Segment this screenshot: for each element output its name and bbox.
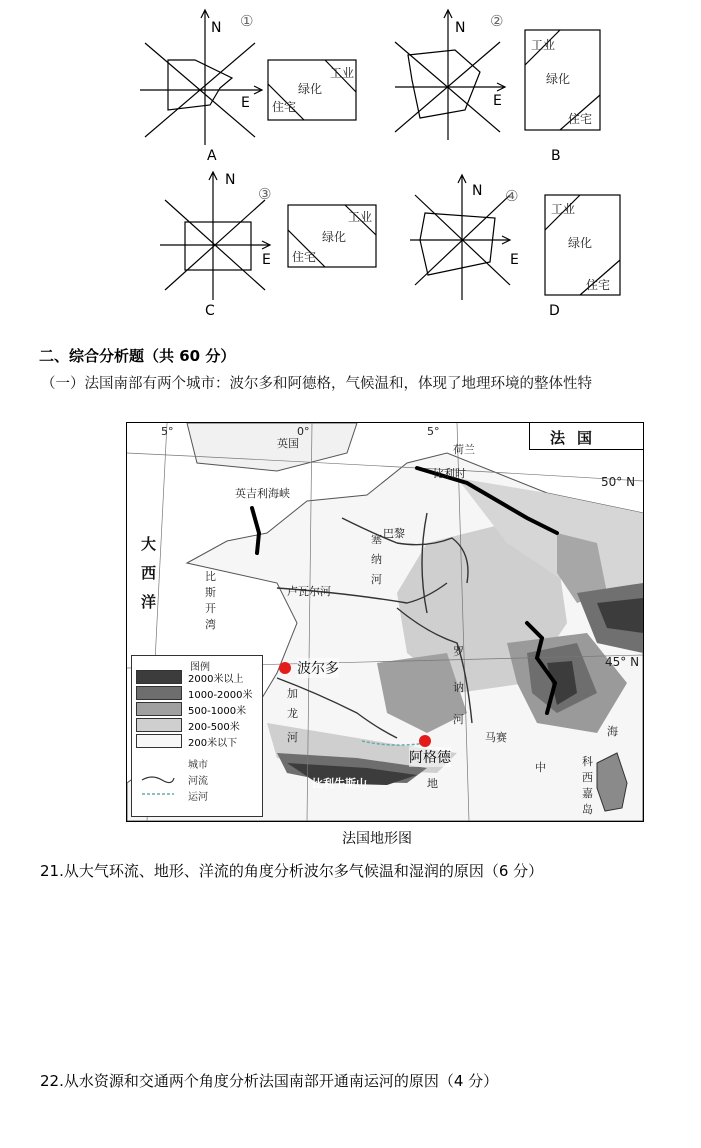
legend-canal: 运河 xyxy=(188,792,208,803)
option-b-wind-rose xyxy=(395,10,505,140)
legend-swatch xyxy=(136,670,182,684)
option-d-wind-rose xyxy=(410,175,510,300)
belgium-label: 比利时 xyxy=(433,467,466,480)
north-label: N xyxy=(455,20,466,36)
legend-items xyxy=(136,670,260,750)
east-label: E xyxy=(493,93,502,109)
option-letter: C xyxy=(205,303,215,319)
north-label: N xyxy=(472,183,483,199)
section-heading: 二、综合分析题（共 60 分） xyxy=(39,347,236,365)
lon-5e-label: 5° xyxy=(427,425,440,438)
france-terrain-map xyxy=(126,422,644,822)
lat-50-label: 50° N xyxy=(601,475,636,489)
option-letter: A xyxy=(207,148,217,164)
residential-label: 住宅 xyxy=(272,100,297,114)
green-label: 绿化 xyxy=(322,230,347,244)
legend-text: 2000米以上 xyxy=(188,674,244,685)
map-title-box xyxy=(529,423,644,450)
green-label: 绿化 xyxy=(568,236,593,250)
channel-label: 英吉利海峡 xyxy=(235,487,290,500)
industry-label: 工业 xyxy=(348,210,373,224)
residential-label: 住宅 xyxy=(568,112,593,126)
legend-swatch xyxy=(136,734,182,748)
east-label: E xyxy=(262,252,271,268)
legend-text: 200-500米 xyxy=(188,722,240,733)
option-letter: D xyxy=(549,303,560,319)
industry-label: 工业 xyxy=(330,66,355,80)
residential-label: 住宅 xyxy=(586,278,611,292)
biscay-label: 比 斯 开 湾 xyxy=(205,570,216,631)
lon-0-label: 0° xyxy=(297,425,310,438)
lat-45-label: 45° N xyxy=(605,655,640,669)
lon-5w-label: 5° xyxy=(161,425,174,438)
legend-text: 500-1000米 xyxy=(188,706,247,717)
green-label: 绿化 xyxy=(546,72,571,86)
garonne-label: 加 龙 河 xyxy=(287,687,298,744)
atlantic-label: 大 西 洋 xyxy=(141,535,157,611)
med-label-1: 地 xyxy=(427,777,438,790)
east-label: E xyxy=(510,252,519,268)
agde-label: 阿格德 xyxy=(409,747,451,767)
sea-label: 海 xyxy=(607,725,618,738)
option-number: ① xyxy=(240,12,254,30)
option-letter: B xyxy=(551,148,561,164)
marseille-label: 马赛 xyxy=(485,731,507,744)
residential-label: 住宅 xyxy=(292,250,317,264)
loire-label: 卢瓦尔河 xyxy=(287,585,331,598)
legend-river: 河流 xyxy=(188,776,208,787)
green-label: 绿化 xyxy=(298,82,323,96)
option-number: ③ xyxy=(258,185,272,203)
north-label: N xyxy=(225,172,236,188)
legend-swatch xyxy=(136,686,182,700)
legend-swatch xyxy=(136,718,182,732)
question-21: 21.从大气环流、地形、洋流的角度分析波尔多气候温和湿润的原因（6 分） xyxy=(40,862,544,880)
north-label: N xyxy=(211,20,222,36)
paris-label: 巴黎 xyxy=(383,527,405,540)
map-legend xyxy=(131,655,263,817)
east-label: E xyxy=(241,95,250,111)
corsica-label: 科 西 嘉 岛 xyxy=(582,755,593,816)
seine-label: 塞 纳 河 xyxy=(371,533,382,586)
rhone-label: 罗 讷 河 xyxy=(453,645,464,726)
map-title: 法国 xyxy=(550,429,605,447)
legend-title: 图例 xyxy=(190,662,210,673)
legend-text: 1000-2000米 xyxy=(188,690,253,701)
bordeaux-label: 波尔多 xyxy=(297,658,339,678)
uk-label: 英国 xyxy=(277,437,299,450)
legend-swatch xyxy=(136,702,182,716)
netherlands-label: 荷兰 xyxy=(453,443,475,456)
legend-river-canal-symbols xyxy=(138,772,178,802)
industry-label: 工业 xyxy=(531,38,556,52)
legend-text: 200米以下 xyxy=(188,738,238,749)
question-22: 22.从水资源和交通两个角度分析法国南部开通南运河的原因（4 分） xyxy=(40,1072,499,1090)
industry-label: 工业 xyxy=(551,202,576,216)
bordeaux-dot xyxy=(279,662,291,674)
legend-city: 城市 xyxy=(188,760,208,771)
med-label-2: 中 xyxy=(535,761,546,774)
agde-dot xyxy=(419,735,431,747)
option-number: ② xyxy=(490,12,504,30)
option-a-wind-rose xyxy=(140,10,262,145)
pyrenees-label: 比利牛斯山 xyxy=(312,777,367,790)
map-caption: 法国地形图 xyxy=(342,831,412,847)
option-c-wind-rose xyxy=(160,172,270,300)
section-intro: （一）法国南部有两个城市：波尔多和阿德格，气候温和，体现了地理环境的整体性特 xyxy=(41,376,592,392)
option-number: ④ xyxy=(505,187,519,205)
